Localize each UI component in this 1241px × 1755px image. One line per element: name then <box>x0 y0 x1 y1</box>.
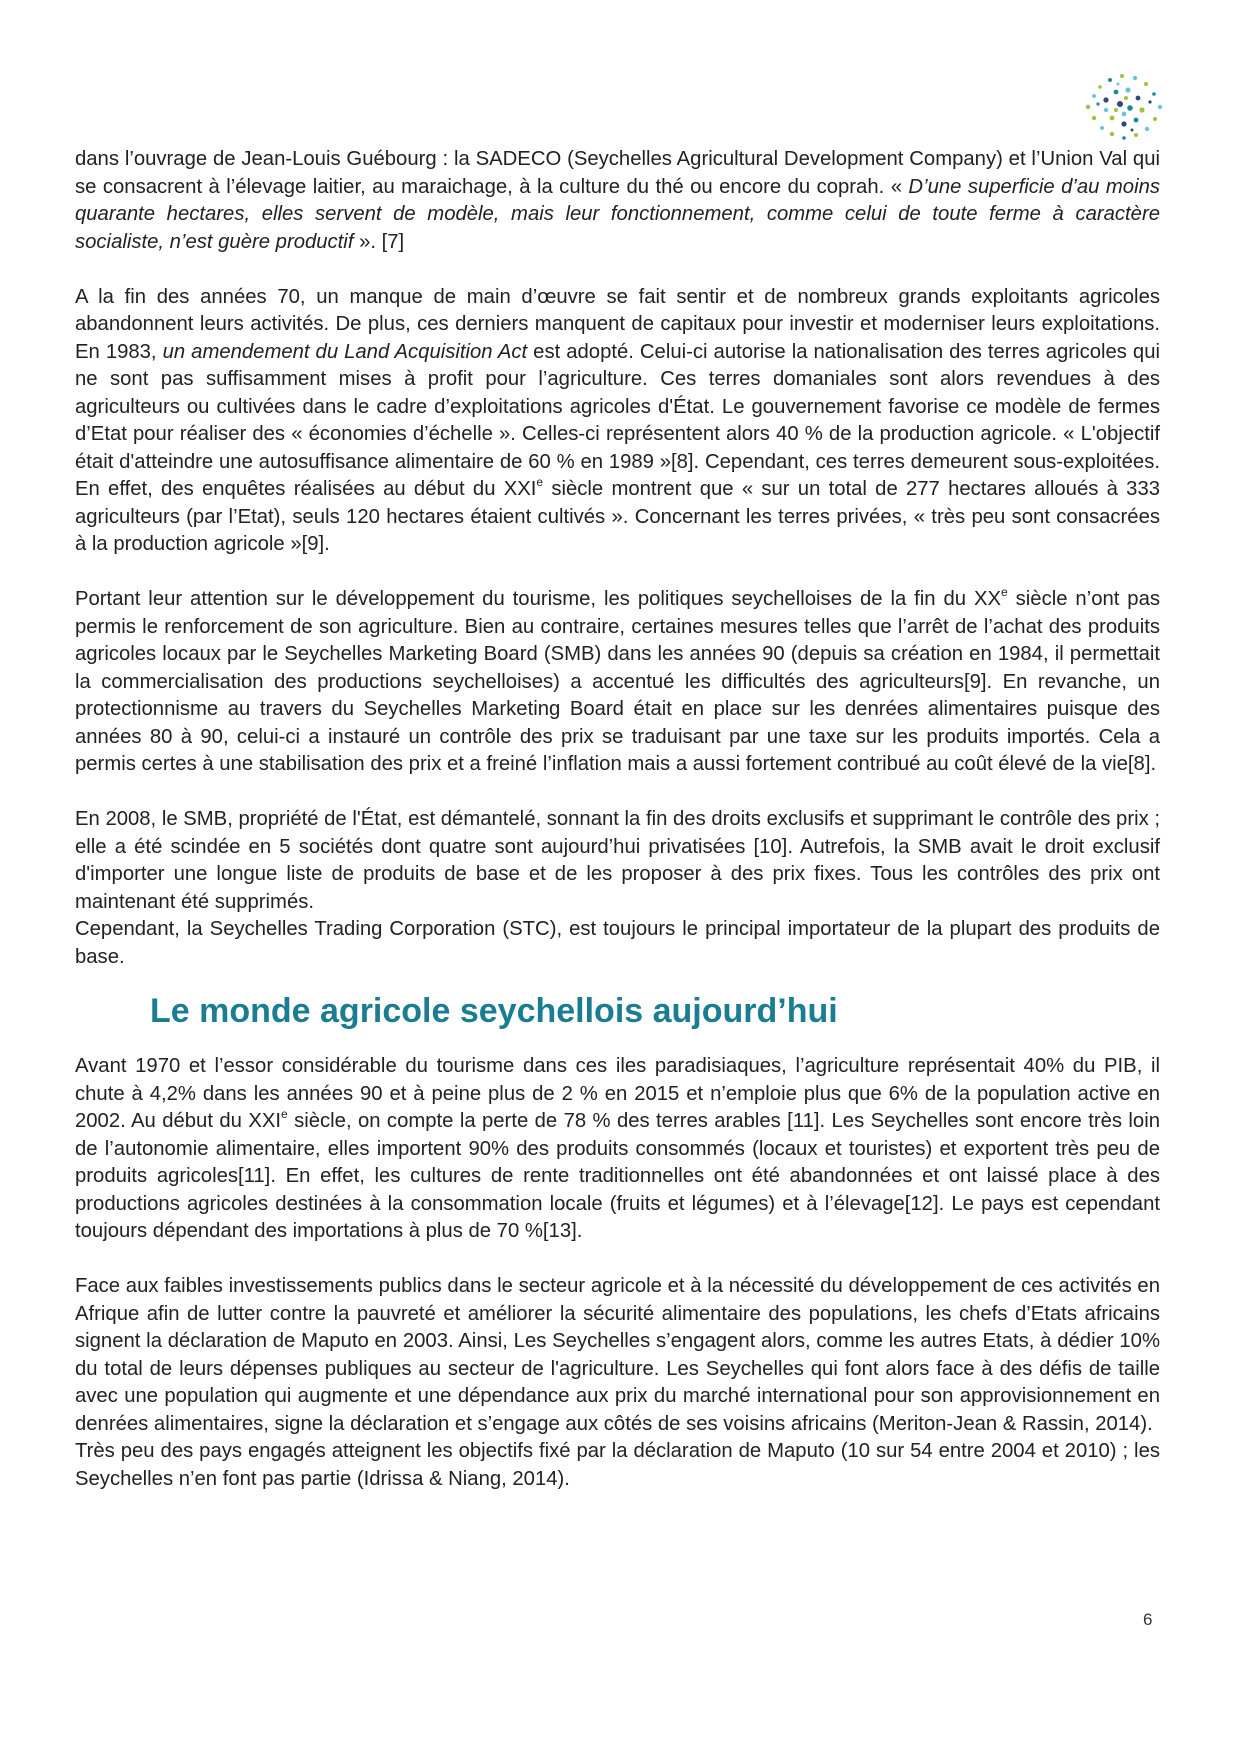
paragraph-7: Face aux faibles investissements publics dans le secteur agricole et à la nécessité du développement de ces activités en Afrique afin de lutter contre la pauvreté et améliorer la sécurité alimentaire des populations, les chefs d’Etats africains signent la déclaration de Maputo en 2003. Ainsi, Les Seychelles s’engagent alors, comme les autres Etats, à dédier 10% du total de leurs dépenses publiques au secteur de l'agriculture. Les Seychelles qui font alors face à des défis de taille avec une population qui augmente et une dépendance aux prix du marché international pour son approvisionnement en denrées alimentaires, signe la déclaration et s’engage aux côtés de ses voisins africains (Meriton-Jean & Rassin, 2014). <box>75 1275 1160 1435</box>
paragraph-3: Portant leur attention sur le développement du tourisme, les politiques seychelloises de la fin du XXe siècle n’ont pas permis le renforcement de son agriculture. Bien au contraire, certaines mesures telles que l’arrêt de l’achat des produits agricoles locaux par le Seychelles Marketing Board (SMB) dans les années 90 (depuis sa création en 1984, il permettait la commercialisation des productions seychelloises) a accentué les difficultés des agriculteurs[9]. En revanche, un protectionnisme au travers du Seychelles Marketing Board était en place sur les denrées alimentaires puisque des années 80 à 90, celui-ci a instauré un contrôle des prix se traduisant par une taxe sur les produits importés. Cela a permis certes à une stabilisation des prix et a freiné l’inflation mais a aussi fortement contribué au coût élevé de la vie[8]. <box>75 585 1161 775</box>
page-number: 6 <box>1143 1610 1153 1629</box>
paragraph-5: Cependant, la Seychelles Trading Corporation (STC), est toujours le principal importateur de la plupart des produits de base. <box>75 918 1160 968</box>
dotted-network-logo-icon <box>1080 72 1170 142</box>
section-heading: Le monde agricole seychellois aujourd’hui <box>150 992 838 1030</box>
document-body <box>75 146 1160 1493</box>
paragraph-8: Très peu des pays engagés atteignent les objectifs fixé par la déclaration de Maputo (10 sur 54 entre 2004 et 2010) ; les Seychelles n’en font pas partie (Idrissa & Niang, 2014). <box>75 1440 1160 1490</box>
paragraph-2: A la fin des années 70, un manque de main d’œuvre se fait sentir et de nombreux grands exploitants agricoles abandonnent leurs activités. De plus, ces derniers manquent de capitaux pour investir et moderniser leurs exploitations. En 1983, un amendement du Land Acquisition Act est adopté. Celui-ci autorise la nationalisation des terres agricoles qui ne sont pas suffisamment mises à profit pour l’agriculture. Ces terres domaniales sont alors revendues à des agriculteurs ou cultivées dans le cadre d’exploitations agricoles d'État. Le gouvernement favorise ce modèle de fermes d’Etat pour réaliser des « économies d’échelle ». Celles-ci représentent alors 40 % de la production agricole. « L'objectif était d'atteindre une autosuffisance alimentaire de 60 % en 1989 »[8]. Cependant, ces terres demeurent sous-exploitées. En effet, des enquêtes réalisées au début du XXIe siècle montrent que « sur un total de 277 hectares alloués à 333 agriculteurs (par l’Etat), seuls 120 hectares étaient cultivés ». Concernant les terres privées, « très peu sont consacrées à la production agricole »[9]. <box>75 285 1160 555</box>
paragraph-6: Avant 1970 et l’essor considérable du tourisme dans ces iles paradisiaques, l’agriculture représentait 40% du PIB, il chute à 4,2% dans les années 90 et à peine plus de 2 % en 2015 et n’emploie plus que 6% de la population active en 2002. Au début du XXIe siècle, on compte la perte de 78 % des terres arables [11]. Les Seychelles sont encore très loin de l’autonomie alimentaire, elles importent 90% des produits consommés (locaux et touristes) et exportent très peu de produits agricoles[11]. En effet, les cultures de rente traditionnelles ont été abandonnées et ont laissé place à des productions agricoles destinées à la consommation locale (fruits et légumes) et à l’élevage[12]. Le pays est cependant toujours dépendant des importations à plus de 70 %[13]. <box>75 1055 1160 1242</box>
paragraph-1: dans l’ouvrage de Jean-Louis Guébourg : la SADECO (Seychelles Agricultural Development Company) et l’Union Val qui se consacrent à l’élevage laitier, au maraichage, à la culture du thé ou encore du coprah. « D’une superficie d’au moins quarante hectares, elles servent de modèle, mais leur fonctionnement, comme celui de toute ferme à caractère socialiste, n’est guère productif ». [7] <box>75 148 1160 253</box>
paragraph-4: En 2008, le SMB, propriété de l'État, est démantelé, sonnant la fin des droits exclusifs et supprimant le contrôle des prix ; elle a été scindée en 5 sociétés dont quatre sont aujourd’hui privatisées [10]. Autrefois, la SMB avait le droit exclusif d'importer une longue liste de produits de base et de les proposer à des prix fixes. Tous les contrôles des prix ont maintenant été supprimés. <box>75 808 1160 913</box>
